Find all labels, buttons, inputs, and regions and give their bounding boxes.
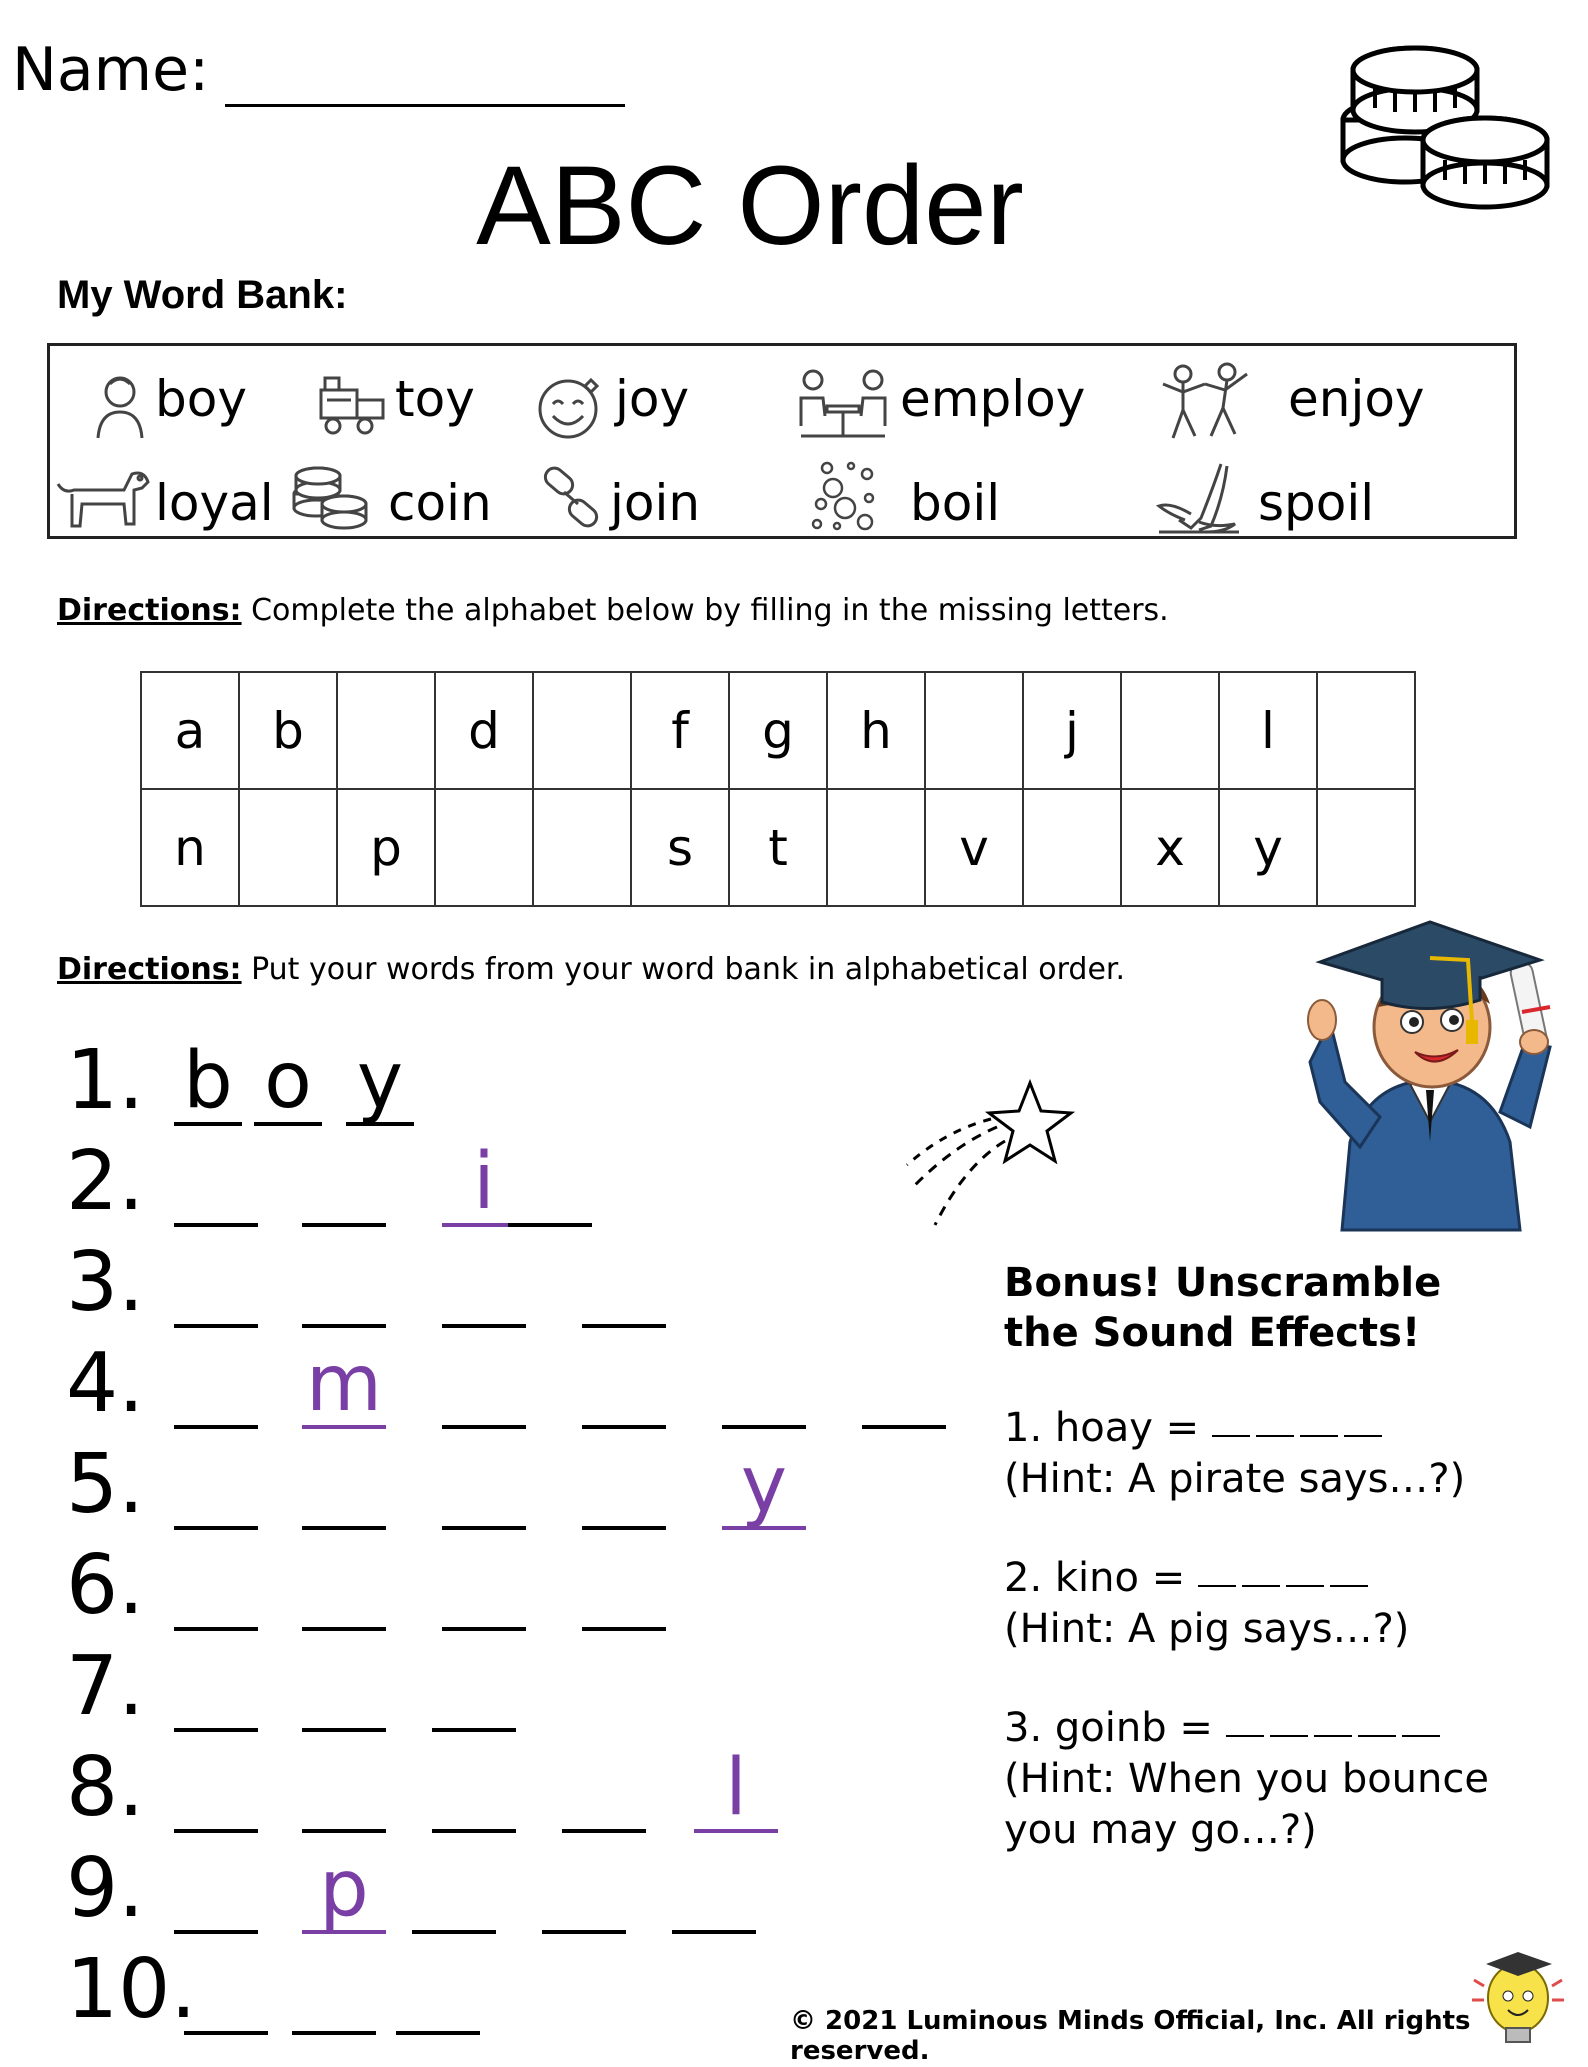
bonus-blank[interactable] [1300,1434,1338,1437]
word-spoil: spoil [1258,474,1375,532]
banana-peel-icon [1155,458,1243,534]
word-bank-heading: My Word Bank: [57,273,348,317]
bubbles-icon [807,458,883,534]
letter-blank[interactable] [302,1646,386,1732]
bonus-blank[interactable] [1226,1734,1264,1737]
bonus-blank[interactable] [1242,1584,1280,1587]
copyright: © 2021 Luminous Minds Official, Inc. All rights reserved. [790,2006,1471,2066]
bonus-question [1004,1553,1524,1655]
word-loyal: loyal [155,474,274,532]
alphabet-cell: v [925,789,1023,906]
alphabet-blank-cell[interactable] [533,672,631,789]
alphabet-row-1 [141,672,1415,789]
alphabet-cell: x [1121,789,1219,906]
alphabet-cell: j [1023,672,1121,789]
alphabet-cell: n [141,789,239,906]
joy-face-icon [535,372,605,442]
bonus-blank[interactable] [1344,1434,1382,1437]
letter-blank[interactable] [442,1444,526,1530]
given-letter: l [694,1747,778,1833]
letter-blank[interactable] [442,1545,526,1631]
alphabet-blank-cell[interactable] [533,789,631,906]
bonus-hint: (Hint: A pig says…?) [1004,1606,1410,1653]
given-letter: y [346,1040,414,1126]
letter-blank[interactable] [174,1242,258,1328]
letter-blank[interactable] [442,1242,526,1328]
word-boil: boil [910,474,1001,532]
alphabet-blank-cell[interactable] [827,789,925,906]
bonus-scramble: 3. goinb = [1004,1705,1213,1751]
letter-blank[interactable] [862,1343,946,1429]
bonus-blank[interactable] [1212,1434,1250,1437]
letter-blank[interactable] [184,1949,268,2035]
letter-blank[interactable] [174,1747,258,1833]
answer-number: 8. [66,1740,145,1835]
directions-text: Put your words from your word bank in alphabetical order. [251,952,1126,987]
page-title: ABC Order [476,143,1024,268]
given-letter: p [302,1848,386,1934]
bonus-blank[interactable] [1330,1584,1368,1587]
letter-blank[interactable] [174,1646,258,1732]
word-join: join [610,474,701,532]
alphabet-blank-cell[interactable] [337,672,435,789]
coins-icon [1335,30,1565,230]
directions-label: Directions: [57,593,242,628]
toy-train-icon [315,374,387,436]
alphabet-row-2 [141,789,1415,906]
chain-link-icon [538,466,608,532]
alphabet-blank-cell[interactable] [1317,672,1415,789]
bonus-scramble: 1. hoay = [1004,1405,1200,1451]
alphabet-cell: l [1219,672,1317,789]
alphabet-cell: t [729,789,827,906]
answer-number: 4. [66,1336,145,1431]
bonus-blank[interactable] [1358,1734,1396,1737]
alphabet-cell: b [239,672,337,789]
letter-blank[interactable] [396,1949,480,2035]
letter-blank[interactable] [174,1343,258,1429]
word-employ: employ [900,370,1086,428]
letter-blank[interactable] [508,1141,592,1227]
answer-number: 5. [66,1437,145,1532]
answer-number: 3. [66,1235,145,1330]
name-field[interactable] [225,104,625,107]
letter-blank[interactable] [412,1848,496,1934]
alphabet-blank-cell[interactable] [239,789,337,906]
letter-blank[interactable] [302,1242,386,1328]
directions-alphabet [57,593,1169,628]
alphabet-cell: g [729,672,827,789]
shooting-star-icon [905,1075,1085,1245]
name-label: Name: [12,35,210,105]
given-letter: y [722,1444,806,1530]
directions-text: Complete the alphabet below by filling in the missing letters. [251,593,1169,628]
answer-number: 6. [66,1538,145,1633]
alphabet-blank-cell[interactable] [1023,789,1121,906]
given-letter: i [442,1141,526,1227]
bonus-question [1004,1703,1524,1857]
alphabet-cell: p [337,789,435,906]
alphabet-cell: h [827,672,925,789]
bonus-blank[interactable] [1270,1734,1308,1737]
letter-blank[interactable] [432,1747,516,1833]
letter-blank[interactable] [174,1444,258,1530]
letter-blank[interactable] [302,1141,386,1227]
answer-number: 1. [66,1033,145,1128]
letter-blank[interactable] [302,1747,386,1833]
coin-icon [290,464,370,532]
enjoy-dancing-icon [1155,360,1255,444]
letter-blank[interactable] [442,1343,526,1429]
answer-number: 10. [66,1942,197,2037]
alphabet-blank-cell[interactable] [1121,672,1219,789]
letter-blank[interactable] [582,1545,666,1631]
alphabet-cell: y [1219,789,1317,906]
bonus-hint: (Hint: A pirate says…?) [1004,1456,1466,1503]
letter-blank[interactable] [582,1343,666,1429]
directions-label: Directions: [57,952,242,987]
given-letter: m [302,1343,386,1429]
letter-blank[interactable] [562,1747,646,1833]
bonus-blank[interactable] [1256,1434,1294,1437]
directions-order [57,952,1125,987]
alphabet-cell: d [435,672,533,789]
letter-blank[interactable] [174,1141,258,1227]
letter-blank[interactable] [582,1444,666,1530]
alphabet-cell: f [631,672,729,789]
alphabet-grid [140,671,1416,907]
bonus-blank[interactable] [1402,1734,1440,1737]
word-joy: joy [615,370,690,428]
word-boy: boy [155,370,247,428]
given-letter: o [254,1040,322,1126]
given-letter: b [174,1040,242,1126]
answer-number: 9. [66,1841,145,1936]
letter-blank[interactable] [174,1545,258,1631]
alphabet-blank-cell[interactable] [925,672,1023,789]
answer-number: 7. [66,1639,145,1734]
alphabet-blank-cell[interactable] [435,789,533,906]
letter-blank[interactable] [302,1444,386,1530]
letter-blank[interactable] [292,1949,376,2035]
word-enjoy: enjoy [1288,370,1425,428]
employ-icon [795,366,891,442]
alphabet-cell: s [631,789,729,906]
bonus-blank[interactable] [1198,1584,1236,1587]
letter-blank[interactable] [174,1848,258,1934]
letter-blank[interactable] [542,1848,626,1934]
bonus-title: Bonus! Unscramble the Sound Effects! [1004,1260,1442,1356]
letter-blank[interactable] [722,1343,806,1429]
letter-blank[interactable] [582,1242,666,1328]
alphabet-cell: a [141,672,239,789]
bonus-question [1004,1403,1524,1505]
answer-number: 2. [66,1134,145,1229]
word-toy: toy [395,370,475,428]
bonus-blank[interactable] [1286,1584,1324,1587]
boy-icon [90,370,150,440]
bonus-blank[interactable] [1314,1734,1352,1737]
word-bank [47,343,1517,539]
bonus-hint: (Hint: When you bounce you may go…?) [1004,1756,1489,1854]
dog-icon [54,464,152,532]
letter-blank[interactable] [302,1545,386,1631]
graduate-boy-icon [1300,912,1560,1232]
letter-blank[interactable] [672,1848,756,1934]
alphabet-blank-cell[interactable] [1317,789,1415,906]
word-coin: coin [388,474,492,532]
bonus-scramble: 2. kino = [1004,1555,1186,1601]
letter-blank[interactable] [432,1646,516,1732]
